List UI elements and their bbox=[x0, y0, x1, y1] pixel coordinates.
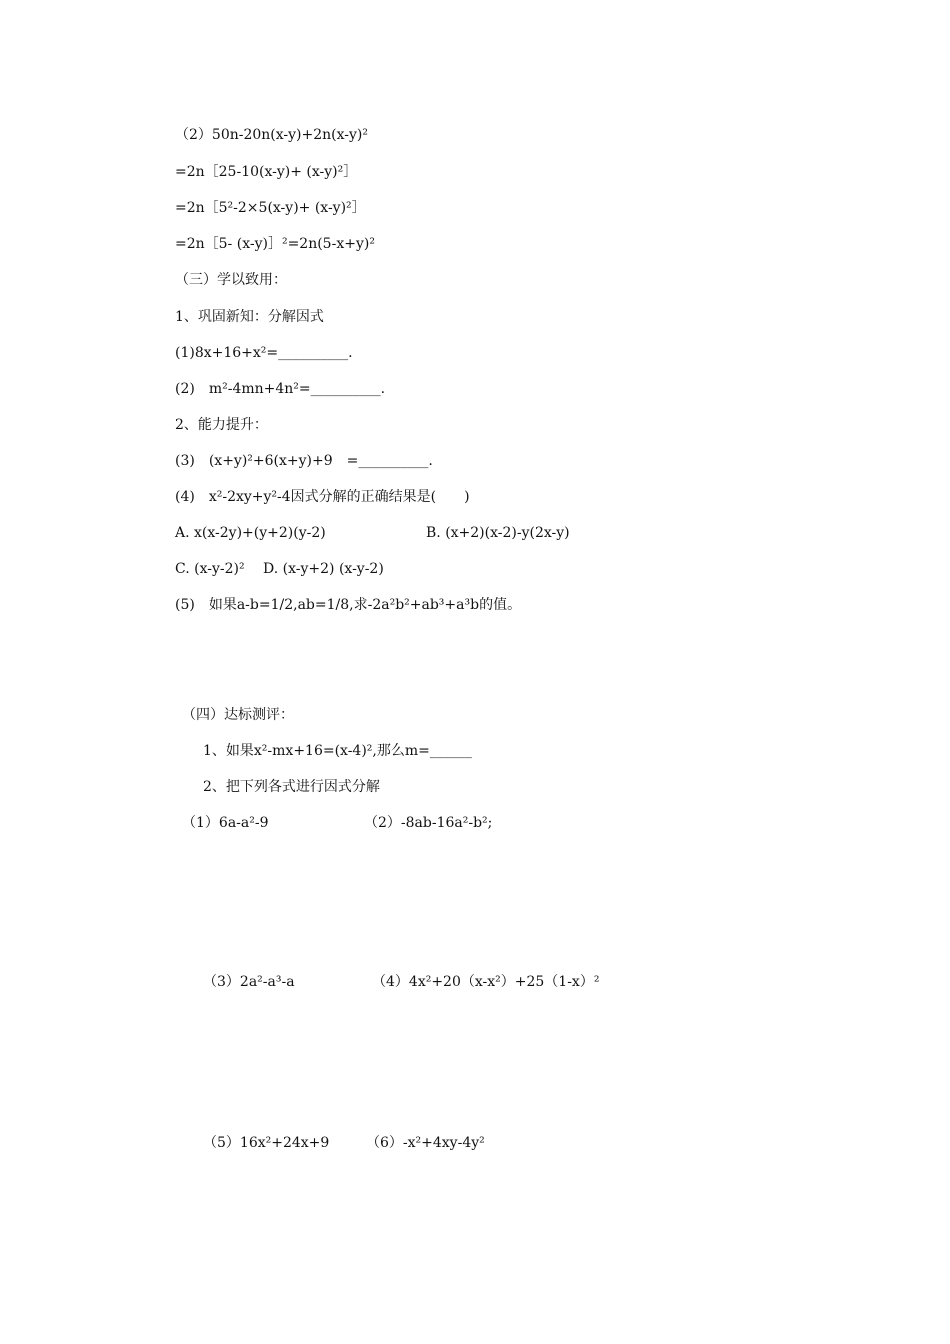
subsection-consolidate: 1、巩固新知：分解因式 bbox=[175, 309, 324, 325]
exercise-4: (4) x²-2xy+y²-4因式分解的正确结果是( ) bbox=[175, 489, 470, 505]
exercise-3: (3) (x+y)²+6(x+y)+9 =__________. bbox=[175, 453, 433, 469]
factor-item-6: （6）-x²+4xy-4y² bbox=[366, 1135, 485, 1151]
test-item-2: 2、把下列各式进行因式分解 bbox=[203, 779, 380, 795]
test-item-1: 1、如果x²-mx+16=(x-4)²,那么m=______ bbox=[203, 743, 472, 759]
factor-item-1: （1）6a-a²-9 bbox=[182, 815, 269, 831]
factor-item-3: （3）2a²-a³-a bbox=[203, 974, 295, 990]
exercise-1: (1)8x+16+x²=__________. bbox=[175, 345, 353, 361]
factor-item-2: （2）-8ab-16a²-b²; bbox=[364, 815, 493, 831]
section-heading-3: （三）学以致用： bbox=[175, 272, 287, 288]
example-line-3: =2n［5²-2×5(x-y)+ (x-y)²］ bbox=[175, 200, 366, 216]
example-line-2: =2n［25-10(x-y)+ (x-y)²］ bbox=[175, 164, 358, 180]
exercise-5: (5) 如果a-b=1/2,ab=1/8,求-2a²b²+ab³+a³b的值。 bbox=[175, 597, 522, 613]
choice-c-d: C. (x-y-2)² D. (x-y+2) (x-y-2) bbox=[175, 561, 384, 577]
example-line-4: =2n［5- (x-y)］²=2n(5-x+y)² bbox=[175, 236, 375, 252]
factor-item-5: （5）16x²+24x+9 bbox=[203, 1135, 330, 1151]
choice-a: A. x(x-2y)+(y+2)(y-2) bbox=[175, 525, 326, 541]
section-heading-4: （四）达标测评： bbox=[182, 707, 294, 723]
exercise-2: (2) m²-4mn+4n²=__________. bbox=[175, 381, 386, 397]
factor-item-4: （4）4x²+20（x-x²）+25（1-x）² bbox=[372, 974, 600, 990]
choice-b: B. (x+2)(x-2)-y(2x-y) bbox=[426, 525, 570, 541]
example-line-1: （2）50n-20n(x-y)+2n(x-y)² bbox=[175, 127, 368, 143]
subsection-ability: 2、能力提升： bbox=[175, 417, 268, 433]
